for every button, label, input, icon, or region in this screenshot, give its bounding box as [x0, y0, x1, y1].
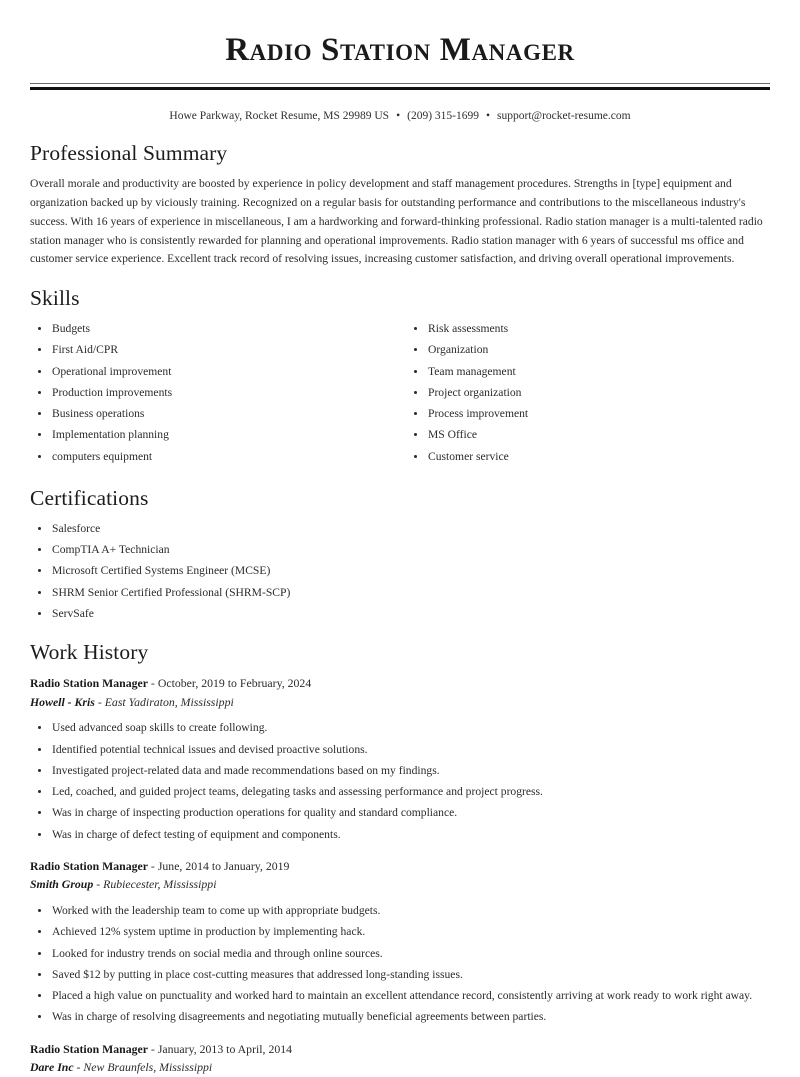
work-history-entry	[30, 675, 770, 844]
skill-item: Business operations	[30, 405, 400, 423]
section-work-history	[30, 639, 770, 1077]
job-location: East Yadiraton, Mississippi	[104, 694, 234, 709]
header-divider	[30, 83, 770, 90]
job-dates: June, 2014 to January, 2019	[157, 858, 290, 873]
skill-item: Budgets	[30, 320, 400, 338]
section-professional-summary	[30, 140, 770, 269]
skill-item: Implementation planning	[30, 426, 400, 444]
job-location: New Braunfels, Mississippi	[83, 1060, 213, 1075]
job-bullet-item: Worked with the leadership team to come up with appropriate budgets.	[30, 902, 770, 920]
job-company: Smith Group	[30, 877, 94, 892]
skill-item: Team management	[406, 363, 770, 381]
summary-paragraph: Overall morale and productivity are boosted by experience in policy development and staff management procedures. Strengths in [type] equipment and organization backed up by viciously training. Recognized on a regular basis for outstanding performance and contributions to the miscellaneous industry's success. With 16 years of experience in miscellaneous, I am a hardworking and forward-thinking professional. Radio station manager is a multi-talented radio station manager who is consistently rewarded for planning and operational improvements. Radio station manager with 6 years of successful ms office and customer service experience. Excellent track record of resolving issues, increasing customer satisfaction, and driving overall operational improvements.	[30, 177, 763, 266]
job-dash: -	[93, 877, 104, 892]
job-title-line	[30, 675, 770, 693]
job-bullet-item: Led, coached, and guided project teams, delegating tasks and assessing performance and project progress.	[30, 783, 770, 801]
job-dash: -	[94, 694, 105, 709]
job-bullet-item: Looked for industry trends on social media and through online sources.	[30, 945, 770, 963]
job-bullet-item: Placed a high value on punctuality and worked hard to maintain an excellent attendance record, consistently arriving at work ready to work right away.	[30, 987, 770, 1005]
job-company: Howell - Kris	[30, 694, 95, 709]
section-skills	[30, 285, 770, 469]
skill-item: MS Office	[406, 426, 770, 444]
section-title-work-history: Work History	[30, 640, 149, 665]
job-title: Radio Station Manager	[30, 676, 148, 690]
contact-phone: (209) 315-1699	[407, 110, 479, 123]
job-company: Dare Inc	[30, 1060, 74, 1075]
job-title-line	[30, 858, 770, 876]
job-bullet-item: Was in charge of inspecting production operations for quality and standard compliance.	[30, 804, 770, 822]
job-dash: -	[73, 1060, 84, 1075]
contact-info	[30, 108, 770, 124]
certification-item: ServSafe	[30, 605, 770, 623]
job-bullet-item: Saved $12 by putting in place cost-cutting measures that addressed long-standing issues.	[30, 966, 770, 984]
job-bullet-item: Achieved 12% system uptime in production by implementing hack.	[30, 923, 770, 941]
job-title: Radio Station Manager	[30, 858, 148, 873]
page-title: Radio Station Manager	[225, 32, 575, 68]
skill-item: Organization	[406, 341, 770, 359]
work-history-list	[30, 675, 770, 1077]
skills-column-left	[30, 320, 400, 469]
section-certifications	[30, 485, 770, 623]
job-bullet-item: Was in charge of resolving disagreements and negotiating mutually beneficial agreements between parties.	[30, 1008, 770, 1026]
skills-list-right	[406, 320, 770, 466]
job-bullets	[30, 902, 770, 1026]
skill-item: Production improvements	[30, 384, 400, 402]
job-dash: -	[147, 858, 158, 873]
certification-item: Microsoft Certified Systems Engineer (MCSE)	[30, 562, 770, 580]
skill-item: Operational improvement	[30, 363, 400, 381]
section-title-summary: Professional Summary	[30, 141, 228, 166]
skills-columns	[30, 320, 770, 469]
skill-item: Risk assessments	[406, 320, 770, 338]
skills-list-left	[30, 320, 400, 466]
skill-item: Process improvement	[406, 405, 770, 423]
work-history-entry	[30, 858, 770, 1027]
job-bullets	[30, 719, 770, 843]
certification-item: Salesforce	[30, 520, 770, 538]
job-company-line	[30, 876, 770, 894]
job-bullet-item: Investigated project-related data and made recommendations based on my findings.	[30, 762, 770, 780]
section-title-skills: Skills	[30, 286, 80, 311]
work-history-entry	[30, 1041, 770, 1077]
job-dash: -	[147, 1041, 158, 1056]
skill-item: First Aid/CPR	[30, 341, 400, 359]
skill-item: computers equipment	[30, 448, 400, 466]
job-company-line	[30, 694, 770, 712]
contact-separator-1: •	[396, 110, 401, 123]
skill-item: Project organization	[406, 384, 770, 402]
job-bullet-item: Used advanced soap skills to create following.	[30, 719, 770, 737]
divider-thick-line	[30, 87, 770, 90]
job-location: Rubiecester, Mississippi	[103, 877, 217, 892]
job-bullet-item: Was in charge of defect testing of equipment and components.	[30, 826, 770, 844]
skill-item: Customer service	[406, 448, 770, 466]
job-dash: -	[147, 676, 158, 690]
certification-item: CompTIA A+ Technician	[30, 541, 770, 559]
skills-column-right	[400, 320, 770, 469]
certification-item: SHRM Senior Certified Professional (SHRM-SCP)	[30, 584, 770, 602]
contact-address: Howe Parkway, Rocket Resume, MS 29989 US	[169, 110, 390, 123]
contact-email[interactable]: support@rocket-resume.com	[497, 110, 631, 123]
job-company-line	[30, 1059, 770, 1077]
job-title-line	[30, 1041, 770, 1059]
certifications-list	[30, 520, 770, 623]
job-dates: October, 2019 to February, 2024	[157, 676, 312, 690]
job-title: Radio Station Manager	[30, 1041, 148, 1056]
job-bullet-item: Identified potential technical issues and devised proactive solutions.	[30, 741, 770, 759]
contact-separator-2: •	[485, 110, 491, 123]
section-title-certifications: Certifications	[30, 485, 149, 510]
job-dates: January, 2013 to April, 2014	[157, 1041, 293, 1056]
